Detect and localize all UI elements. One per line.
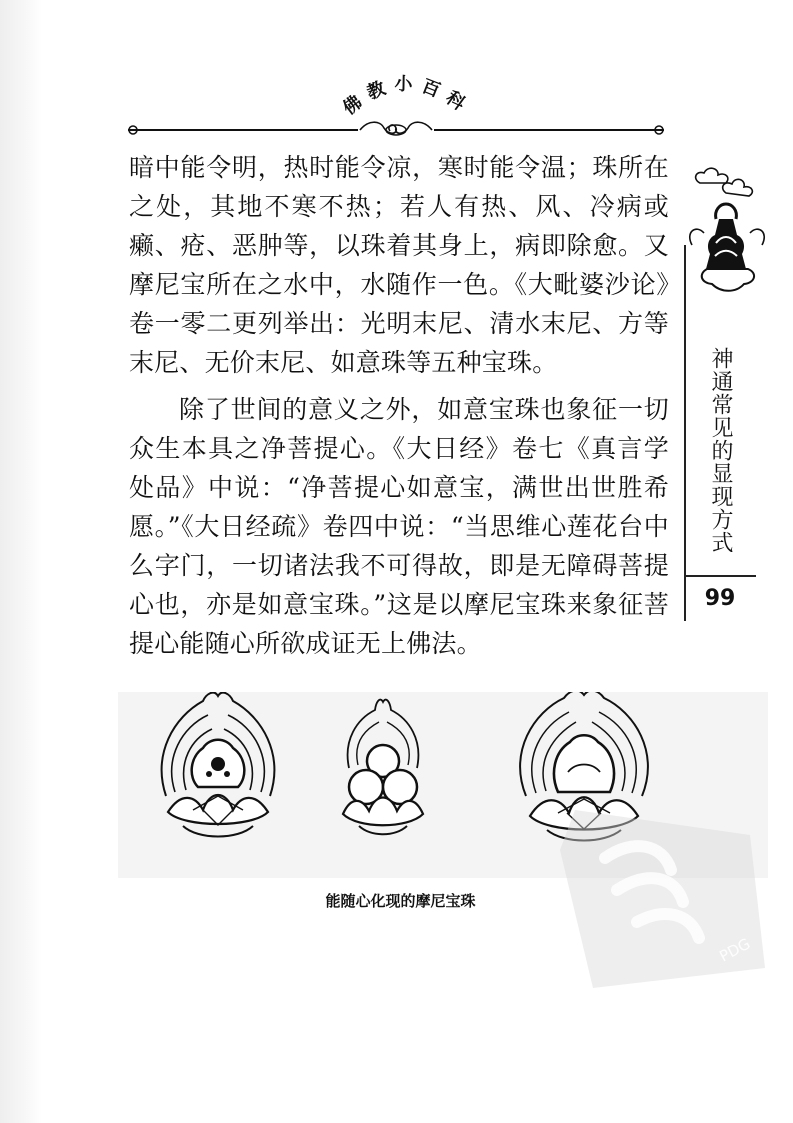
page-number: 99 bbox=[704, 586, 736, 611]
header-title-text: 佛教小百科 bbox=[339, 73, 476, 120]
jewel-lotus-icon bbox=[162, 693, 275, 837]
pdg-watermark bbox=[545, 790, 775, 1000]
page-number-rule bbox=[684, 575, 756, 577]
header-title bbox=[325, 65, 485, 127]
chapter-title: 神通常见的显现方式 bbox=[708, 347, 733, 554]
body-paragraph-2: 除了世间的意义之外，如意宝珠也象征一切众生本具之净菩提心。《大日经》卷七《真言学处品》中说：“净菩提心如意宝，满世出世胜希愿。”《大日经疏》卷四中说：“当思维心莲花台中么字门，一切诸法我不可得故，即是无障碍菩提心也，亦是如意宝珠。”这是以摩尼宝珠来象征菩提心能随心所欲成证无上佛法。 bbox=[129, 395, 669, 658]
page-gutter-shadow bbox=[0, 0, 42, 1123]
svg-text:佛教小百科 bbox=[339, 73, 476, 120]
body-paragraph-1: 暗中能令明，热时能令凉，寒时能令温；珠所在之处，其地不寒不热；若人有热、风、冷病或癞、疮、恶肿等，以珠着其身上，病即除愈。又摩尼宝所在之水中，水随作一色。《大毗婆沙论》卷一零二更列举出：光明末尼、清水末尼、方等末尼、无价末尼、如意珠等五种宝珠。 bbox=[129, 153, 669, 377]
body-text bbox=[129, 148, 669, 671]
watermark-text: PDG bbox=[716, 934, 754, 966]
header-arc-title bbox=[325, 65, 485, 127]
side-vertical-rule bbox=[684, 245, 686, 621]
figure-caption: 能随心化现的摩尼宝珠 bbox=[325, 892, 476, 910]
triple-jewel-lotus-icon bbox=[343, 700, 423, 835]
header-ornament-rule bbox=[128, 120, 664, 140]
vase-ornament-icon bbox=[688, 165, 766, 303]
